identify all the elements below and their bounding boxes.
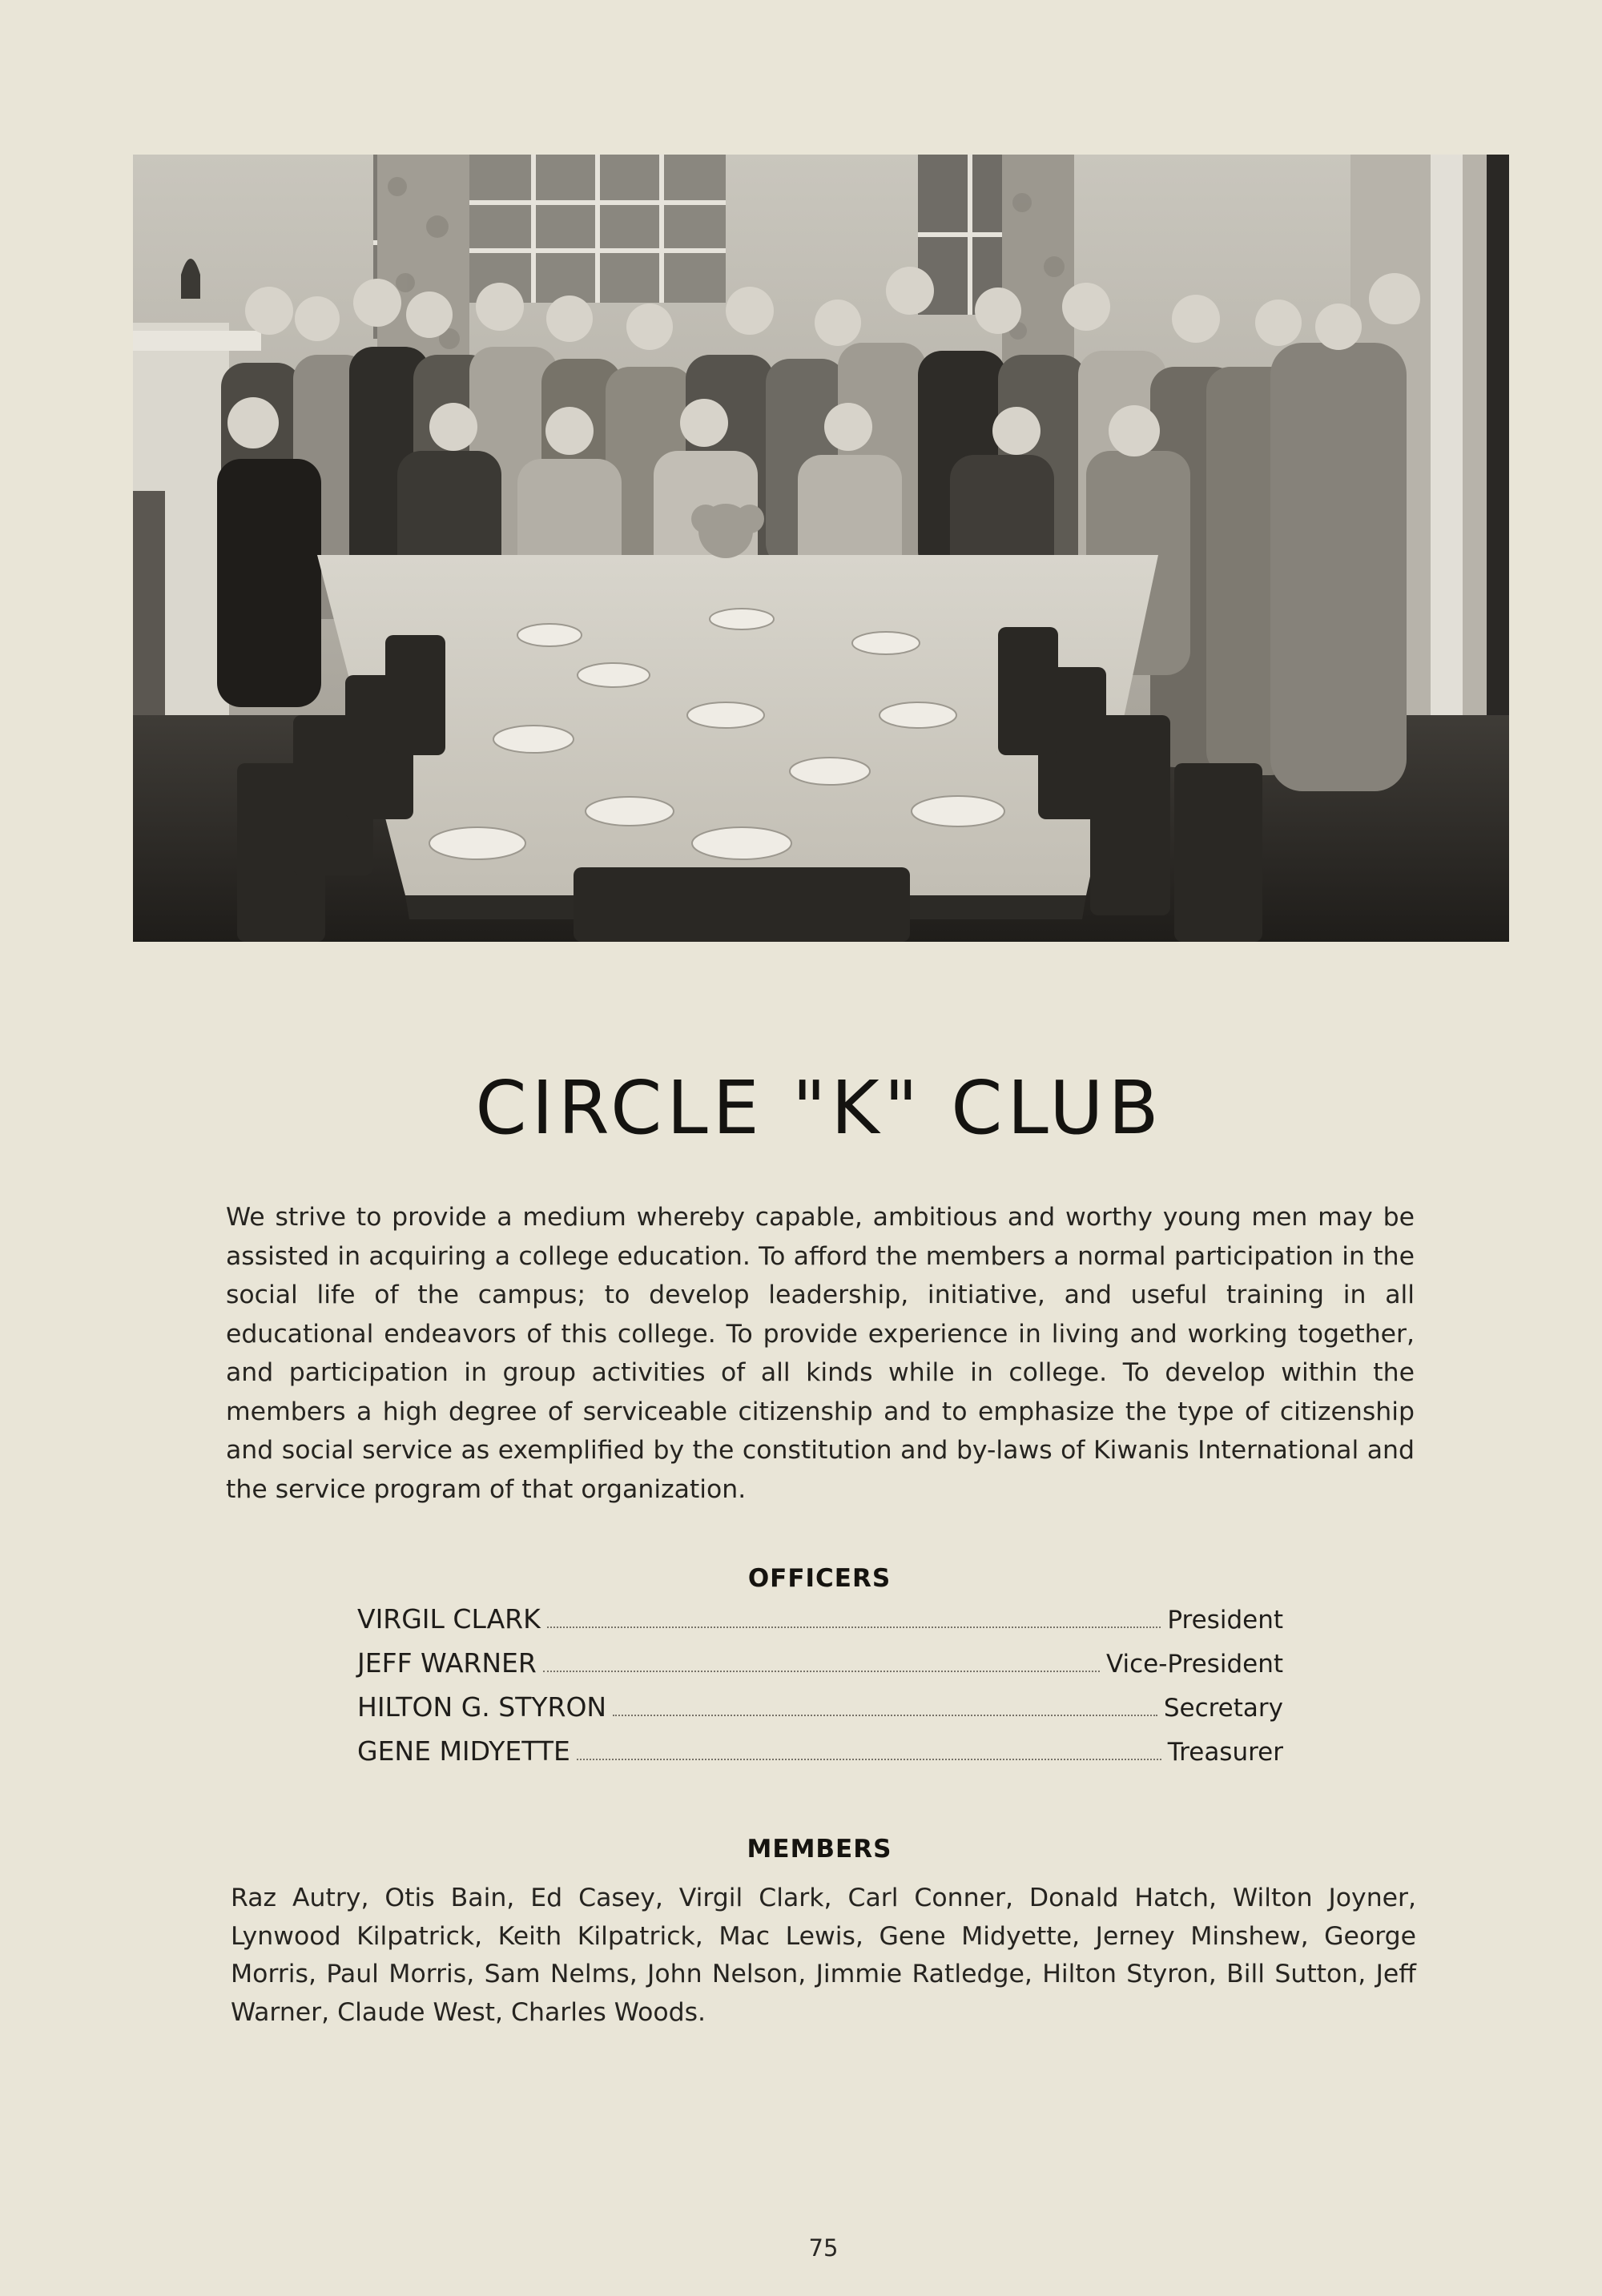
officers-list xyxy=(357,1603,1283,1779)
officer-row xyxy=(357,1735,1283,1779)
members-heading: MEMBERS xyxy=(747,1835,892,1864)
page-number: 75 xyxy=(808,2234,839,2262)
members-paragraph: Raz Autry, Otis Bain, Ed Casey, Virgil Clark, Carl Conner, Donald Hatch, Wilton Joyner, Lynwood Kilpatrick, Keith Kilpatrick, Mac Lewis, Gene Midyette, Jerney Minshew, George Morris, Paul Morris, Sam Nelms, John Nelson, Jimmie Ratledge, Hilton Styron, Bill Sutton, Jeff Warner, Claude West, Charles Woods. xyxy=(231,1884,1416,2027)
officer-row xyxy=(357,1603,1283,1647)
officer-name: HILTON G. STYRON xyxy=(357,1691,607,1723)
officer-title: Treasurer xyxy=(1167,1738,1283,1767)
officer-title: Secretary xyxy=(1163,1694,1283,1723)
officers-heading: OFFICERS xyxy=(747,1564,892,1593)
club-purpose-paragraph: We strive to provide a medium whereby capable, ambitious and worthy young men may be assisted in acquiring a college education. To afford the members a normal participation in the social life of the campus; to develop leadership, initiative, and useful training in all educational endeavors of this college. To provide experience in living and working together, and participation in group activities of all kinds while in college. To develop within the members a high degree of serviceable citizenship and to emphasize the type of citizenship and social service as exemplified by the constitution and by-laws of Kiwanis International and the service program of that organization. xyxy=(226,1203,1415,1504)
officer-row xyxy=(357,1691,1283,1735)
officer-name: JEFF WARNER xyxy=(357,1647,537,1679)
officer-title: President xyxy=(1167,1606,1283,1635)
dot-leader xyxy=(613,1714,1157,1716)
dot-leader xyxy=(547,1626,1161,1628)
group-photo-image xyxy=(133,155,1509,942)
officer-name: VIRGIL CLARK xyxy=(357,1603,541,1635)
dot-leader xyxy=(577,1758,1161,1760)
officer-row xyxy=(357,1647,1283,1691)
officer-title: Vice-President xyxy=(1105,1650,1283,1679)
group-photo xyxy=(133,155,1509,942)
officer-name: GENE MIDYETTE xyxy=(357,1735,570,1767)
page-title: CIRCLE "K" CLUB xyxy=(475,1065,1164,1151)
dot-leader xyxy=(543,1670,1100,1672)
